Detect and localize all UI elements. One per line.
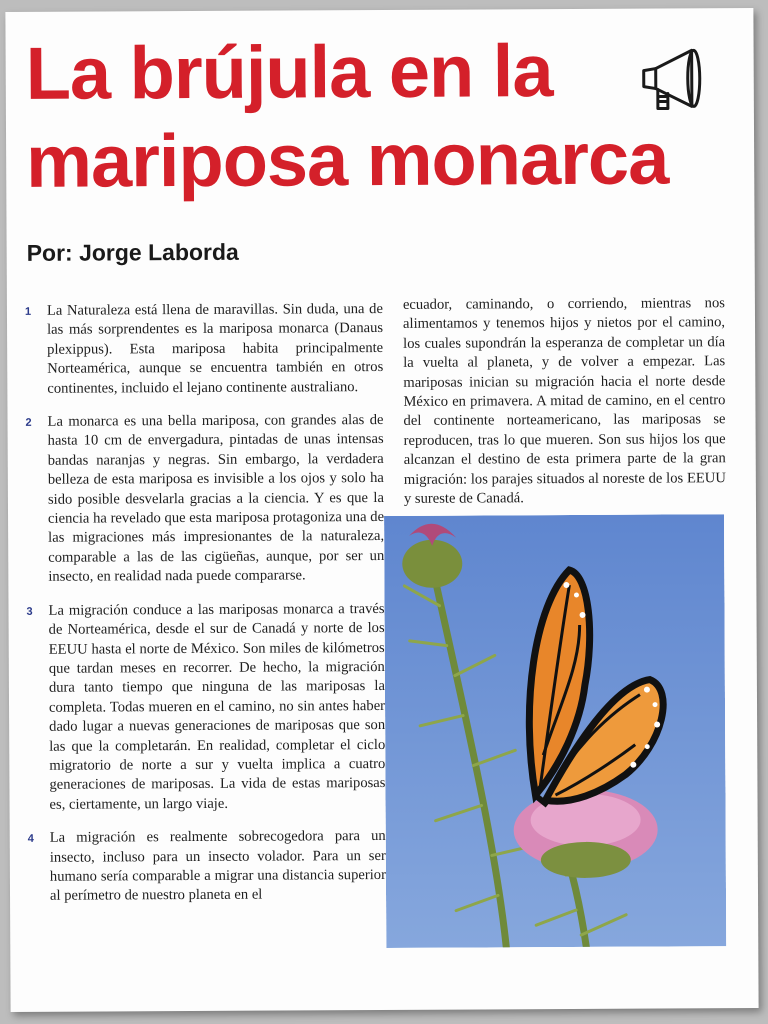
- paragraph-number: 3: [26, 605, 33, 618]
- paragraph-text: La Naturaleza está llena de maravillas. Sin duda, una de las más sorprendentes es la mariposa monarca (Danaus plexippus). Esta mariposa habita principalmente Norteamérica, aunque se encuentra también en otros continentes, incluido el lejano continente australiano.: [46, 300, 384, 397]
- megaphone-icon: [634, 38, 714, 118]
- title-line-2: mariposa monarca: [25, 116, 669, 203]
- article-byline: Por: Jorge Laborda: [26, 238, 239, 266]
- paragraph-number: 1: [24, 305, 32, 318]
- paragraph-number: 4: [27, 832, 34, 846]
- paragraph-number: 2: [25, 416, 32, 429]
- monarch-butterfly-photo: [384, 514, 726, 948]
- paragraph-3: [22, 600, 385, 815]
- paragraph-continuation: ecuador, caminando, o corriendo, mientras nos alimentamos y tenemos hijos y nietos por el camino, los cuales supondrán la esperanza de completar un día la vuelta al planeta, y de volver a empezar. Las mariposas inician su migración hacia el norte desde México en primavera. A mitad de camino, en el centro del continente norteamericano, las mariposas se reproducen, tras lo que mueren. Son sus hijos los que alcanzan el destino de esta primera parte de la gran migración: los parajes situados al noreste de los EEUU y sureste de Canadá.: [402, 295, 726, 507]
- paragraph-text: La monarca es una bella mariposa, con grandes alas de hasta 10 cm de envergadura, pintadas de unas intensas bandas naranjas y negras. Sin embargo, la verdadera belleza de esta mariposa es invisible a los ojos y solo ha sido posible desvelarla gracias a la ciencia. Y es que la ciencia ha revelado que esta mariposa protagoniza una de las migraciones más impresionantes de la naturaleza, comparable a las de las cigüeñas, aunque, por ser un insecto, en realidad nada puede compararse.: [47, 412, 385, 586]
- paragraph-text: La migración conduce a las mariposas monarca a través de Norteamérica, desde el sur de Canadá y norte de los EEUU hasta el norte de México. Son miles de kilómetros que tardan meses en recorrer. De hecho, la migración dura tanto tiempo que ninguna de las mariposas la completa. Todas mueren en el camino, no sin antes haber dado lugar a nuevas generaciones de mariposas que son las que la completarán. En realidad, completar el ciclo migratorio de norte a sur y vuelta implica a cuatro generaciones de mariposas. La vida de estas mariposas es, ciertamente, un largo viaje.: [48, 600, 386, 813]
- paragraph-text: La migración es realmente sobrecogedora para un insecto, incluso para un insecto volador. Para un ser humano sería comparable a migrar una distancia superior al perímetro de nuestro planeta en el: [49, 828, 386, 905]
- left-column: [21, 300, 386, 921]
- paragraph-2: [21, 411, 384, 588]
- article-title: [25, 26, 726, 206]
- magazine-page: [5, 8, 758, 1012]
- paragraph-1: [21, 300, 384, 399]
- title-line-1: La brújula en la: [25, 29, 553, 115]
- paragraph-4: [24, 827, 386, 907]
- right-column: [403, 294, 726, 523]
